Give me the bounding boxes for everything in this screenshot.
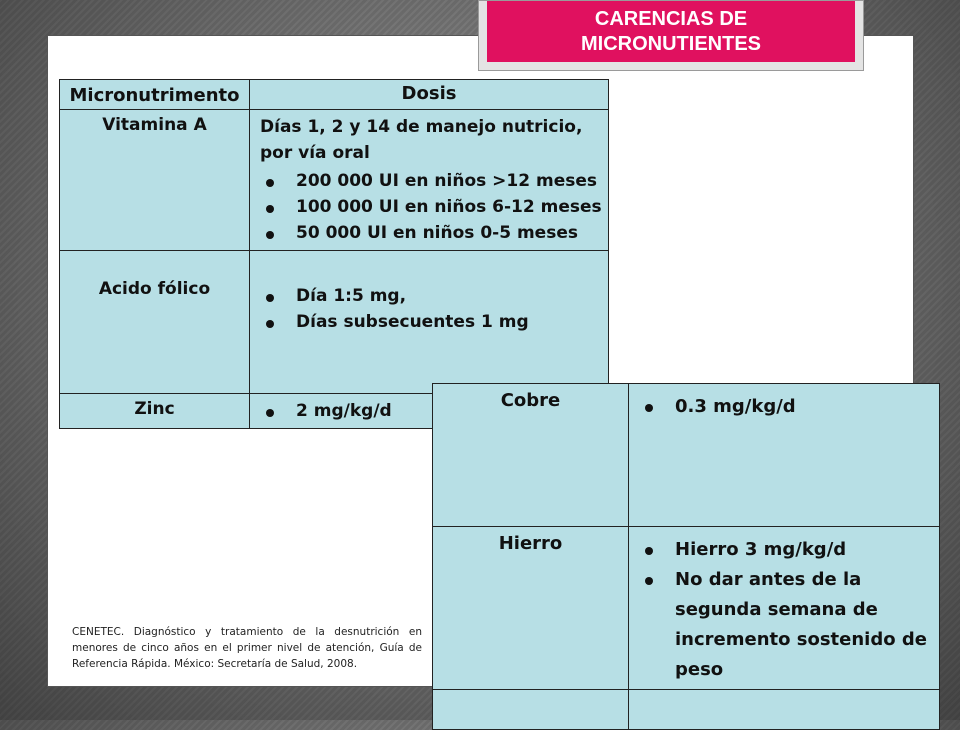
table-header-row [60,80,609,110]
micronutrient-cell [433,690,629,730]
dose-list [639,535,933,685]
dose-description: Días 1, 2 y 14 de manejo nutricio, por vía oral [260,117,583,163]
source-citation: CENETEC. Diagnóstico y tratamiento de la desnutrición en menores de cinco años en el primer nivel de atención, Guía de Referencia Rápida. México: Secretaría de Salud, 2008. [72,626,422,670]
dose-cell [250,110,609,251]
slide-title: CARENCIAS DE MICRONUTIENTES [487,1,855,62]
micronutrient-cell: Hierro [433,527,629,690]
title-banner [478,0,864,71]
table-row [60,110,609,251]
dose-cell [250,251,609,394]
header-dose: Dosis [250,80,609,110]
list-item: Hierro 3 mg/kg/d [639,535,933,565]
list-item: 2 mg/kg/d [260,398,602,424]
list-item: 200 000 UI en niños >12 meses [260,168,602,194]
table-row [433,690,940,730]
micronutrient-cell: Acido fólico [60,251,250,394]
dose-list [260,283,602,335]
list-item: No dar antes de la segunda semana de incremento sostenido de peso [639,565,933,685]
list-item: 50 000 UI en niños 0-5 meses [260,220,602,246]
list-item: Días subsecuentes 1 mg [260,309,602,335]
header-micronutrient: Micronutrimento [60,80,250,110]
micronutrient-cell: Vitamina A [60,110,250,251]
table-row [433,527,940,690]
micronutrient-cell: Cobre [433,384,629,527]
table-row [433,384,940,527]
dose-list [260,168,602,246]
list-item: 100 000 UI en niños 6-12 meses [260,194,602,220]
list-item: 0.3 mg/kg/d [639,392,933,422]
table-row [60,251,609,394]
list-item: Día 1:5 mg, [260,283,602,309]
dosage-table [59,79,609,429]
dose-cell [629,527,940,690]
dose-list [639,392,933,422]
dosage-table-overlay [432,383,940,730]
dose-cell [629,384,940,527]
micronutrient-cell: Zinc [60,394,250,429]
dose-cell [629,690,940,730]
